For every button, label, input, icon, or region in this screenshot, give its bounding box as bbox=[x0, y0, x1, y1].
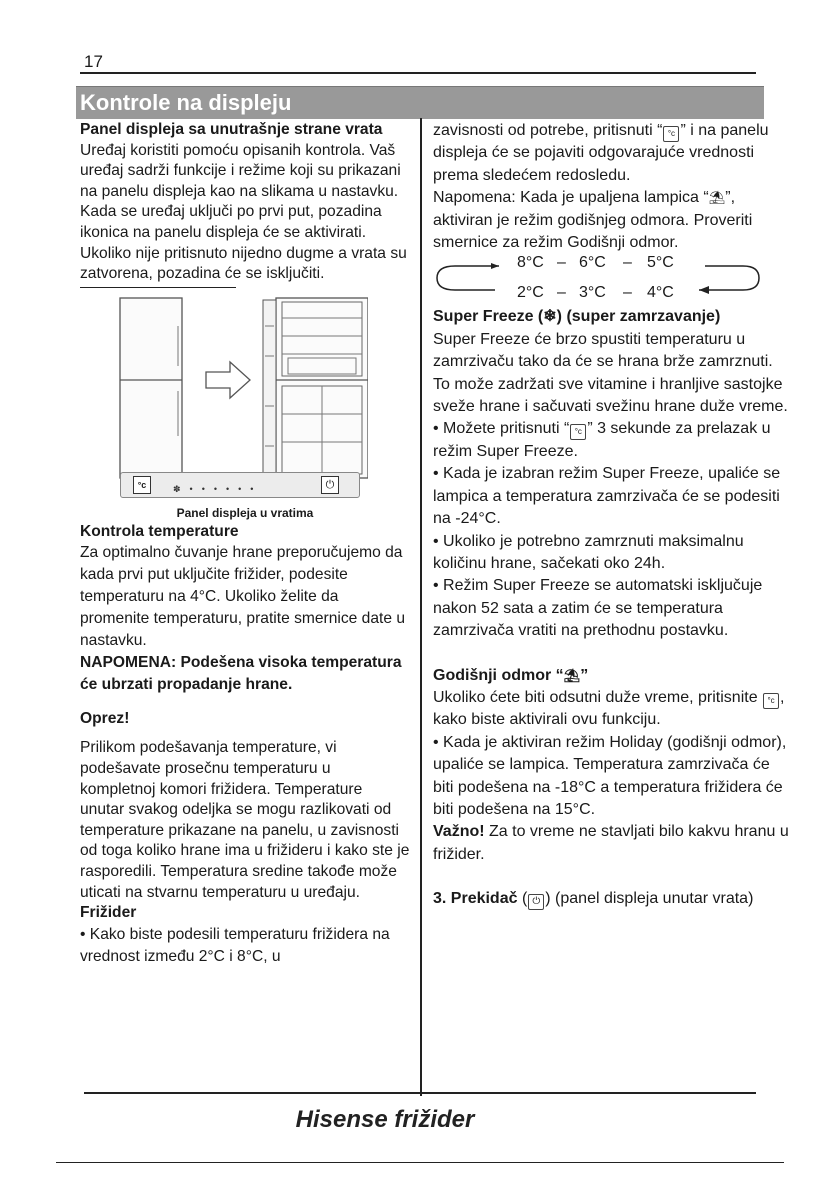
cycle-dash: – bbox=[557, 254, 566, 272]
power-icon: ⏻ bbox=[528, 894, 544, 910]
umbrella-icon: ⛱ bbox=[563, 667, 581, 683]
brand-footer: Hisense frižider bbox=[295, 1106, 475, 1133]
super-freeze-bullet: • Režim Super Freeze se automatski isključuje nakon 52 sata a zatim će se temperatura zamrzivača vratiti na prethodnu postavku. bbox=[433, 577, 763, 640]
super-freeze-bullet: • Možete pritisnuti “ °c ” 3 sekunde za prelazak u režim Super Freeze. bbox=[433, 420, 771, 460]
caution-heading: Oprez! bbox=[80, 710, 130, 728]
cycle-temp: 5°C bbox=[647, 254, 674, 272]
temperature-icon: °c bbox=[570, 424, 586, 440]
page-number: 17 bbox=[84, 52, 103, 71]
heading-display-panel: Panel displeja sa unutrašnje strane vrata bbox=[80, 121, 383, 138]
top-rule bbox=[80, 72, 756, 74]
display-panel-strip bbox=[120, 472, 360, 498]
title-bar bbox=[76, 86, 764, 119]
heading-temperature-control: Kontrola temperature bbox=[80, 522, 239, 540]
holiday-heading: Godišnji odmor “⛱” bbox=[433, 665, 793, 687]
important-note: Važno! Za to vreme ne stavljati bilo kakvu hranu u frižider. bbox=[433, 823, 789, 863]
cycle-temp: 6°C bbox=[579, 254, 606, 272]
fridge-illustration-icon bbox=[118, 296, 368, 496]
column-divider bbox=[420, 118, 422, 1096]
temperature-button: °c bbox=[133, 476, 151, 494]
divider bbox=[80, 287, 236, 288]
cycle-temp: 8°C bbox=[517, 254, 544, 272]
fridge-text: • Kako biste podesili temperaturu frižidera na vrednost između 2°C i 8°C, u bbox=[80, 925, 390, 965]
left-column bbox=[80, 120, 410, 968]
switch-text: 3. Prekidač ( ⏻ ) (panel displeja unutar vrata) bbox=[433, 888, 793, 910]
super-freeze-bullet: • Ukoliko je potrebno zamrznuti maksimalnu količinu hrane, sačekati oko 24h. bbox=[433, 532, 744, 572]
indicator-dots: ✽•••••• bbox=[173, 483, 263, 494]
paragraph-press-temp: zavisnosti od potrebe, pritisnuti “ °c ” i na panelu displeja će se pojaviti odgovarajuće vrednosti prema sledećem redosledu. bbox=[433, 122, 769, 184]
super-freeze-bullet: • Kada je izabran režim Super Freeze, upaliće se lampica a temperatura zamrzivača će se podesiti na -24°C. bbox=[433, 465, 781, 528]
fridge-figure bbox=[118, 296, 368, 506]
fridge-heading: Frižider bbox=[80, 904, 137, 922]
note-text: NAPOMENA: Podešena visoka temperatura će ubrzati propadanje hrane. bbox=[80, 654, 402, 694]
temperature-text: Za optimalno čuvanje hrane preporučujemo da kada prvi put uključite frižider, podesite temperaturu na 4°C. Ukoliko želite da promenite temperaturu, pratite smernice date u nastavku. bbox=[80, 544, 406, 650]
page-title: Kontrole na displeju bbox=[80, 90, 292, 115]
paragraph-holiday-note: Napomena: Kada je upaljena lampica “⛱”, aktiviran je režim godišnjeg odmora. Proveriti smernice za režim Godišnji odmor. bbox=[433, 189, 753, 252]
snowflake-icon: ❄ bbox=[543, 308, 557, 326]
holiday-text: Ukoliko ćete biti odsutni duže vreme, pritisnite °c , kako biste aktivirali ovu funkciju. bbox=[433, 688, 785, 729]
footer-rule bbox=[84, 1092, 756, 1094]
bottom-rule bbox=[56, 1162, 784, 1163]
cycle-temp: 3°C bbox=[579, 284, 606, 302]
super-freeze-text: Super Freeze će brzo spustiti temperaturu u zamrzivaču tako da će se hrana brže zamrznuti. To može zadržati sve vitamine i hranljive sastojke sveže hrane i sačuvati svežinu hrane duže vreme. bbox=[433, 330, 788, 416]
cycle-temp: 4°C bbox=[647, 284, 674, 302]
caution-text: Prilikom podešavanja temperature, vi podešavate prosečnu temperaturu u kompletnoj komori frižidera. Temperature unutar svakog odeljka se mogu razlikovati od temperature prikazane na panelu, u zavisnosti od toga koliko hrane ima u frižideru i kako ste je rasporedili. Temperatura sredine takođe može uticati na stvarnu temperaturu u uređaju. bbox=[80, 739, 410, 901]
right-column bbox=[433, 120, 793, 911]
cycle-temp: 2°C bbox=[517, 284, 544, 302]
cycle-dash: – bbox=[623, 254, 632, 272]
intro-text: Uređaj koristiti pomoću opisanih kontrola. Vaš uređaj sadrži funkcije i režime koji su prikazani na panelu displeja kao na slikama u nastavku. Kada se uređaj uključi po prvi put, pozadina ikonica na panelu displeja će se aktivirati. Ukoliko nije pritisnuto nijedno dugme a vrata su zatvorena, pozadina će se isključiti. bbox=[80, 141, 407, 283]
figure-caption: Panel displeja u vratima bbox=[176, 505, 314, 520]
power-icon: ⏻ bbox=[321, 476, 339, 494]
temperature-icon: °c bbox=[763, 693, 779, 709]
super-freeze-heading: Super Freeze (❄) (super zamrzavanje) bbox=[433, 308, 721, 326]
umbrella-icon: ⛱ bbox=[708, 190, 726, 206]
cycle-dash: – bbox=[623, 284, 632, 302]
temperature-icon: °c bbox=[663, 126, 679, 142]
temperature-cycle bbox=[433, 254, 763, 306]
holiday-bullet: • Kada je aktiviran režim Holiday (godišnji odmor), upaliće se lampica. Temperatura zamrzivača će biti podešena na -18°C a temperatura frižidera će biti podešena na 15°C. bbox=[433, 733, 787, 818]
cycle-dash: – bbox=[557, 284, 566, 302]
